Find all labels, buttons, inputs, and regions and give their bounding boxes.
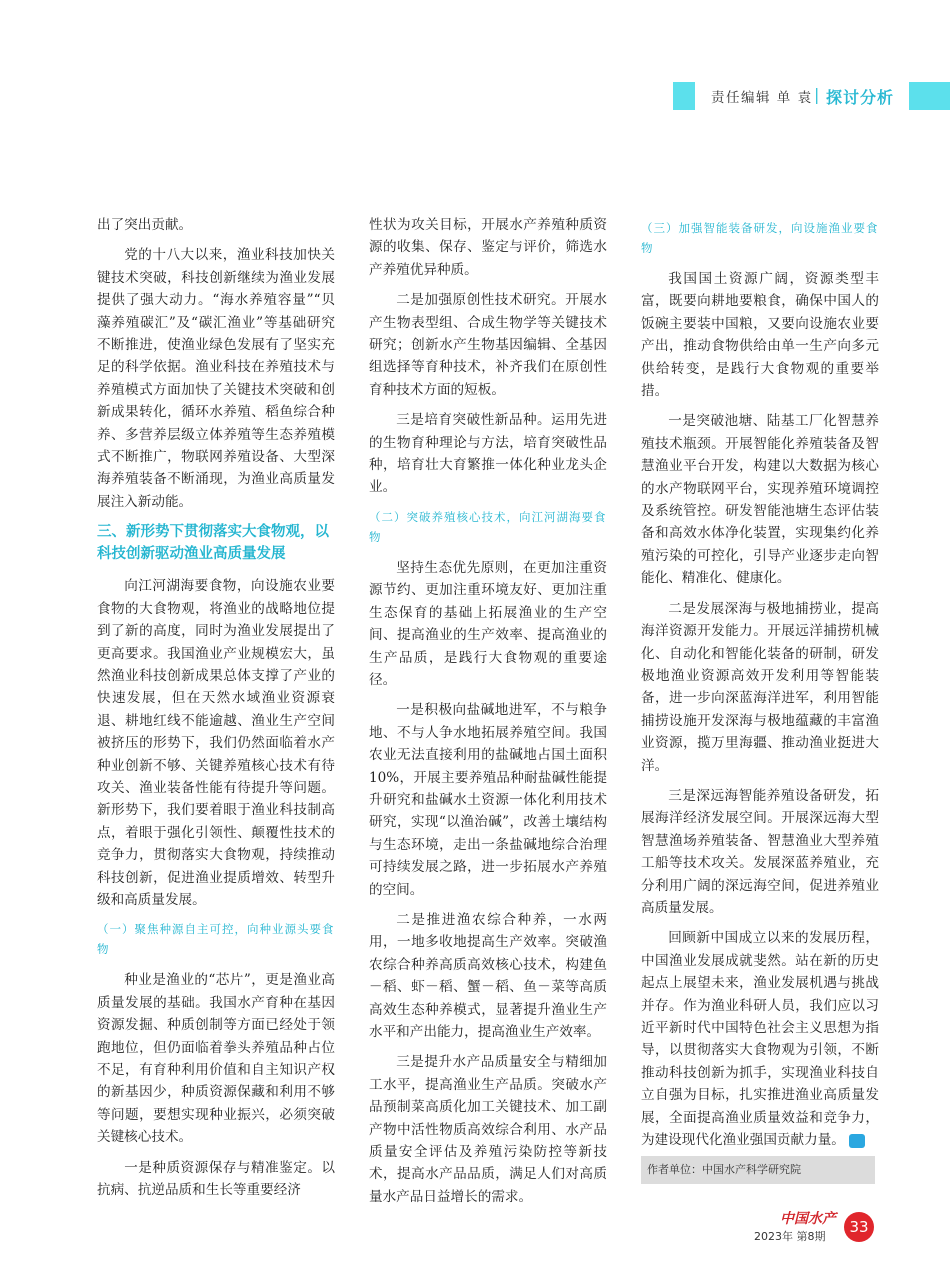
page-number: 33 bbox=[844, 1212, 874, 1242]
paragraph: 党的十八大以来，渔业科技加快关键技术突破，科技创新继续为渔业发展提供了强大动力。“海水养殖容量”“贝藻养殖碳汇”及“碳汇渔业”等基础研究不断推进，使渔业绿色发展有了坚实充足的科学依据。渔业科技在养殖技术与养殖模式方面加快了关键技术突破和创新成果转化，循环水养殖、稻鱼综合种养、多营养层级立体养殖等生态养殖模式不断推广，物联网养殖设备、大型深海养殖装备不断涌现，为渔业高质量发展注入新动能。 bbox=[97, 247, 335, 510]
subsection-heading: （二）突破养殖核心技术，向江河湖海要食物 bbox=[369, 509, 607, 544]
end-mark-icon: ✓ bbox=[849, 1134, 865, 1148]
paragraph: 性状为攻关目标，开展水产养殖种质资源的收集、保存、鉴定与评价，筛选水产养殖优异种质。 bbox=[369, 217, 607, 278]
magazine-logo: 中国水产 bbox=[780, 1211, 836, 1227]
paragraph: 向江河湖海要食物，向设施农业要食物的大食物观，将渔业的战略地位提到了新的高度，同时为渔业发展提出了更高要求。我国渔业产业规模宏大，虽然渔业科技创新成果总体支撑了产业的快速发展，但在天然水域渔业资源衰退、耕地红线不能逾越、渔业生产空间被挤压的形势下，我们仍然面临着水产种业创新不够、关键养殖核心技术有待攻关、渔业装备性能有待提升等问题。新形势下，我们要着眼于渔业科技制高点，着眼于强化引领性、颠覆性技术的竞争力，贯彻落实大食物观，持续推动科技创新，促进渔业提质增效、转型升级和高质量发展。 bbox=[97, 578, 335, 908]
paragraph: 一是种质资源保存与精准鉴定。以抗病、抗逆品质和生长等重要经济 bbox=[97, 1159, 335, 1199]
paragraph: 二是发展深海与极地捕捞业，提高海洋资源开发能力。开展远洋捕捞机械化、自动化和智能化装备的研制，研发极地渔业资源高效开发利用等智能装备，进一步向深蓝海洋进军，利用智能捕捞设施开发深海与极地蕴藏的丰富渔业资源，揽万里海疆、推动渔业挺进大洋。 bbox=[641, 600, 879, 774]
paragraph: 三是深远海智能养殖设备研发，拓展海洋经济发展空间。开展深远海大型智慧渔场养殖装备、智慧渔业大型养殖工船等技术攻关。发展深蓝养殖业，充分利用广阔的深远海空间，促进养殖业高质量发展。 bbox=[641, 787, 879, 916]
paragraph: 一是积极向盐碱地进军，不与粮争地、不与人争水地拓展养殖空间。我国农业无法直接利用的盐碱地占国土面积10%，开展主要养殖品种耐盐碱性能提升研究和盐碱水土资源一体化利用技术研究，实现“以渔治碱”，改善土壤结构与生态环境，走出一条盐碱地综合治理可持续发展之路，进一步拓展水产养殖的空间。 bbox=[369, 702, 607, 898]
subsection-heading: （三）加强智能装备研发，向设施渔业要食物 bbox=[641, 221, 879, 255]
paragraph: 三是培育突破性新品种。运用先进的生物育种理论与方法，培育突破性品种，培育壮大育繁推一体化种业龙头企业。 bbox=[369, 412, 607, 496]
column-3 bbox=[641, 214, 885, 1159]
issue-label: 2023年 第8期 bbox=[754, 1230, 826, 1243]
closing-paragraph bbox=[641, 927, 885, 1151]
paragraph: 一是突破池塘、陆基工厂化智慧养殖技术瓶颈。开展智能化养殖装备及智慧渔业平台开发，构建以大数据为核心的水产物联网平台，实现养殖环境调控及系统管控。研发智能池塘生态评估装备和高效水体净化装置，实现集约化养殖污染的可控化，引导产业逐步走向智能化、精准化、健康化。 bbox=[641, 413, 879, 587]
paragraph-text: 回顾新中国成立以来的发展历程，中国渔业发展成就斐然。站在新的历史起点上展望未来，渔业发展机遇与挑战并存。作为渔业科研人员，我们应以习近平新时代中国特色社会主义思想为指导，以贯彻落实大食物观为引领，不断推动科技创新为抓手，实现渔业科技自立自强为目标，扎实推进渔业高质量发展，全面提高渔业质量效益和竞争力，为建设现代化渔业强国贡献力量。 bbox=[641, 930, 879, 1149]
subsection-heading: （一）聚焦种源自主可控，向种业源头要食物 bbox=[97, 922, 335, 957]
column-1 bbox=[97, 214, 335, 1209]
paragraph: 出了突出贡献。 bbox=[97, 217, 193, 233]
paragraph: 三是提升水产品质量安全与精细加工水平，提高渔业生产品质。突破水产品预制菜高质化加工关键技术、加工副产物中活性物质高效综合利用、水产品质量安全评估及养殖污染防控等新技术，提高水产品品质，满足人们对高质量水产品日益增长的需求。 bbox=[369, 1054, 607, 1205]
paragraph: 二是加强原创性技术研究。开展水产生物表型组、合成生物学等关键技术研究；创新水产生物基因编辑、全基因组选择等育种技术，补齐我们在原创性育种技术方面的短板。 bbox=[369, 292, 607, 398]
author-unit: 作者单位：中国水产科学研究院 bbox=[641, 1156, 875, 1184]
column-2 bbox=[369, 214, 607, 1216]
paragraph: 我国国土资源广阔，资源类型丰富，既要向耕地要粮食，确保中国人的饭碗主要装中国粮，又要向设施农业要产出，推动食物供给由单一生产向多元供给转变，是践行大食物观的重要举措。 bbox=[641, 271, 879, 400]
paragraph: 坚持生态优先原则，在更加注重资源节约、更加注重环境友好、更加注重生态保育的基础上拓展渔业的生产空间、提高渔业的生产效率、提高渔业的生产品质，是践行大食物观的重要途径。 bbox=[369, 559, 607, 688]
header-section-title: 探讨分析 bbox=[826, 88, 895, 107]
header-decor-block bbox=[673, 82, 695, 110]
paragraph: 种业是渔业的“芯片”，更是渔业高质量发展的基础。我国水产育种在基因资源发掘、种质创制等方面已经处于领跑地位，但仍面临着拳头养殖品种占位不足，有育种利用价值和自主知识产权的新基因少，种质资源保藏和利用不够等问题，要想实现种业振兴，必须突破关键核心技术。 bbox=[97, 972, 335, 1146]
header-editor: 责任编辑 单 袁 bbox=[711, 90, 813, 106]
header-separator: | bbox=[814, 85, 820, 104]
paragraph: 二是推进渔农综合种养，一水两用，一地多收地提高生产效率。突破渔农综合种养高质高效核心技术，构建鱼－稻、虾－稻、蟹－稻、鱼－菜等高质高效生态种养模式，显著提升渔业生产水平和产出能力，提高渔业生产效率。 bbox=[369, 911, 607, 1040]
section-heading: 三、新形势下贯彻落实大食物观，以科技创新驱动渔业高质量发展 bbox=[97, 524, 329, 563]
header-decor-block-right bbox=[909, 82, 950, 110]
